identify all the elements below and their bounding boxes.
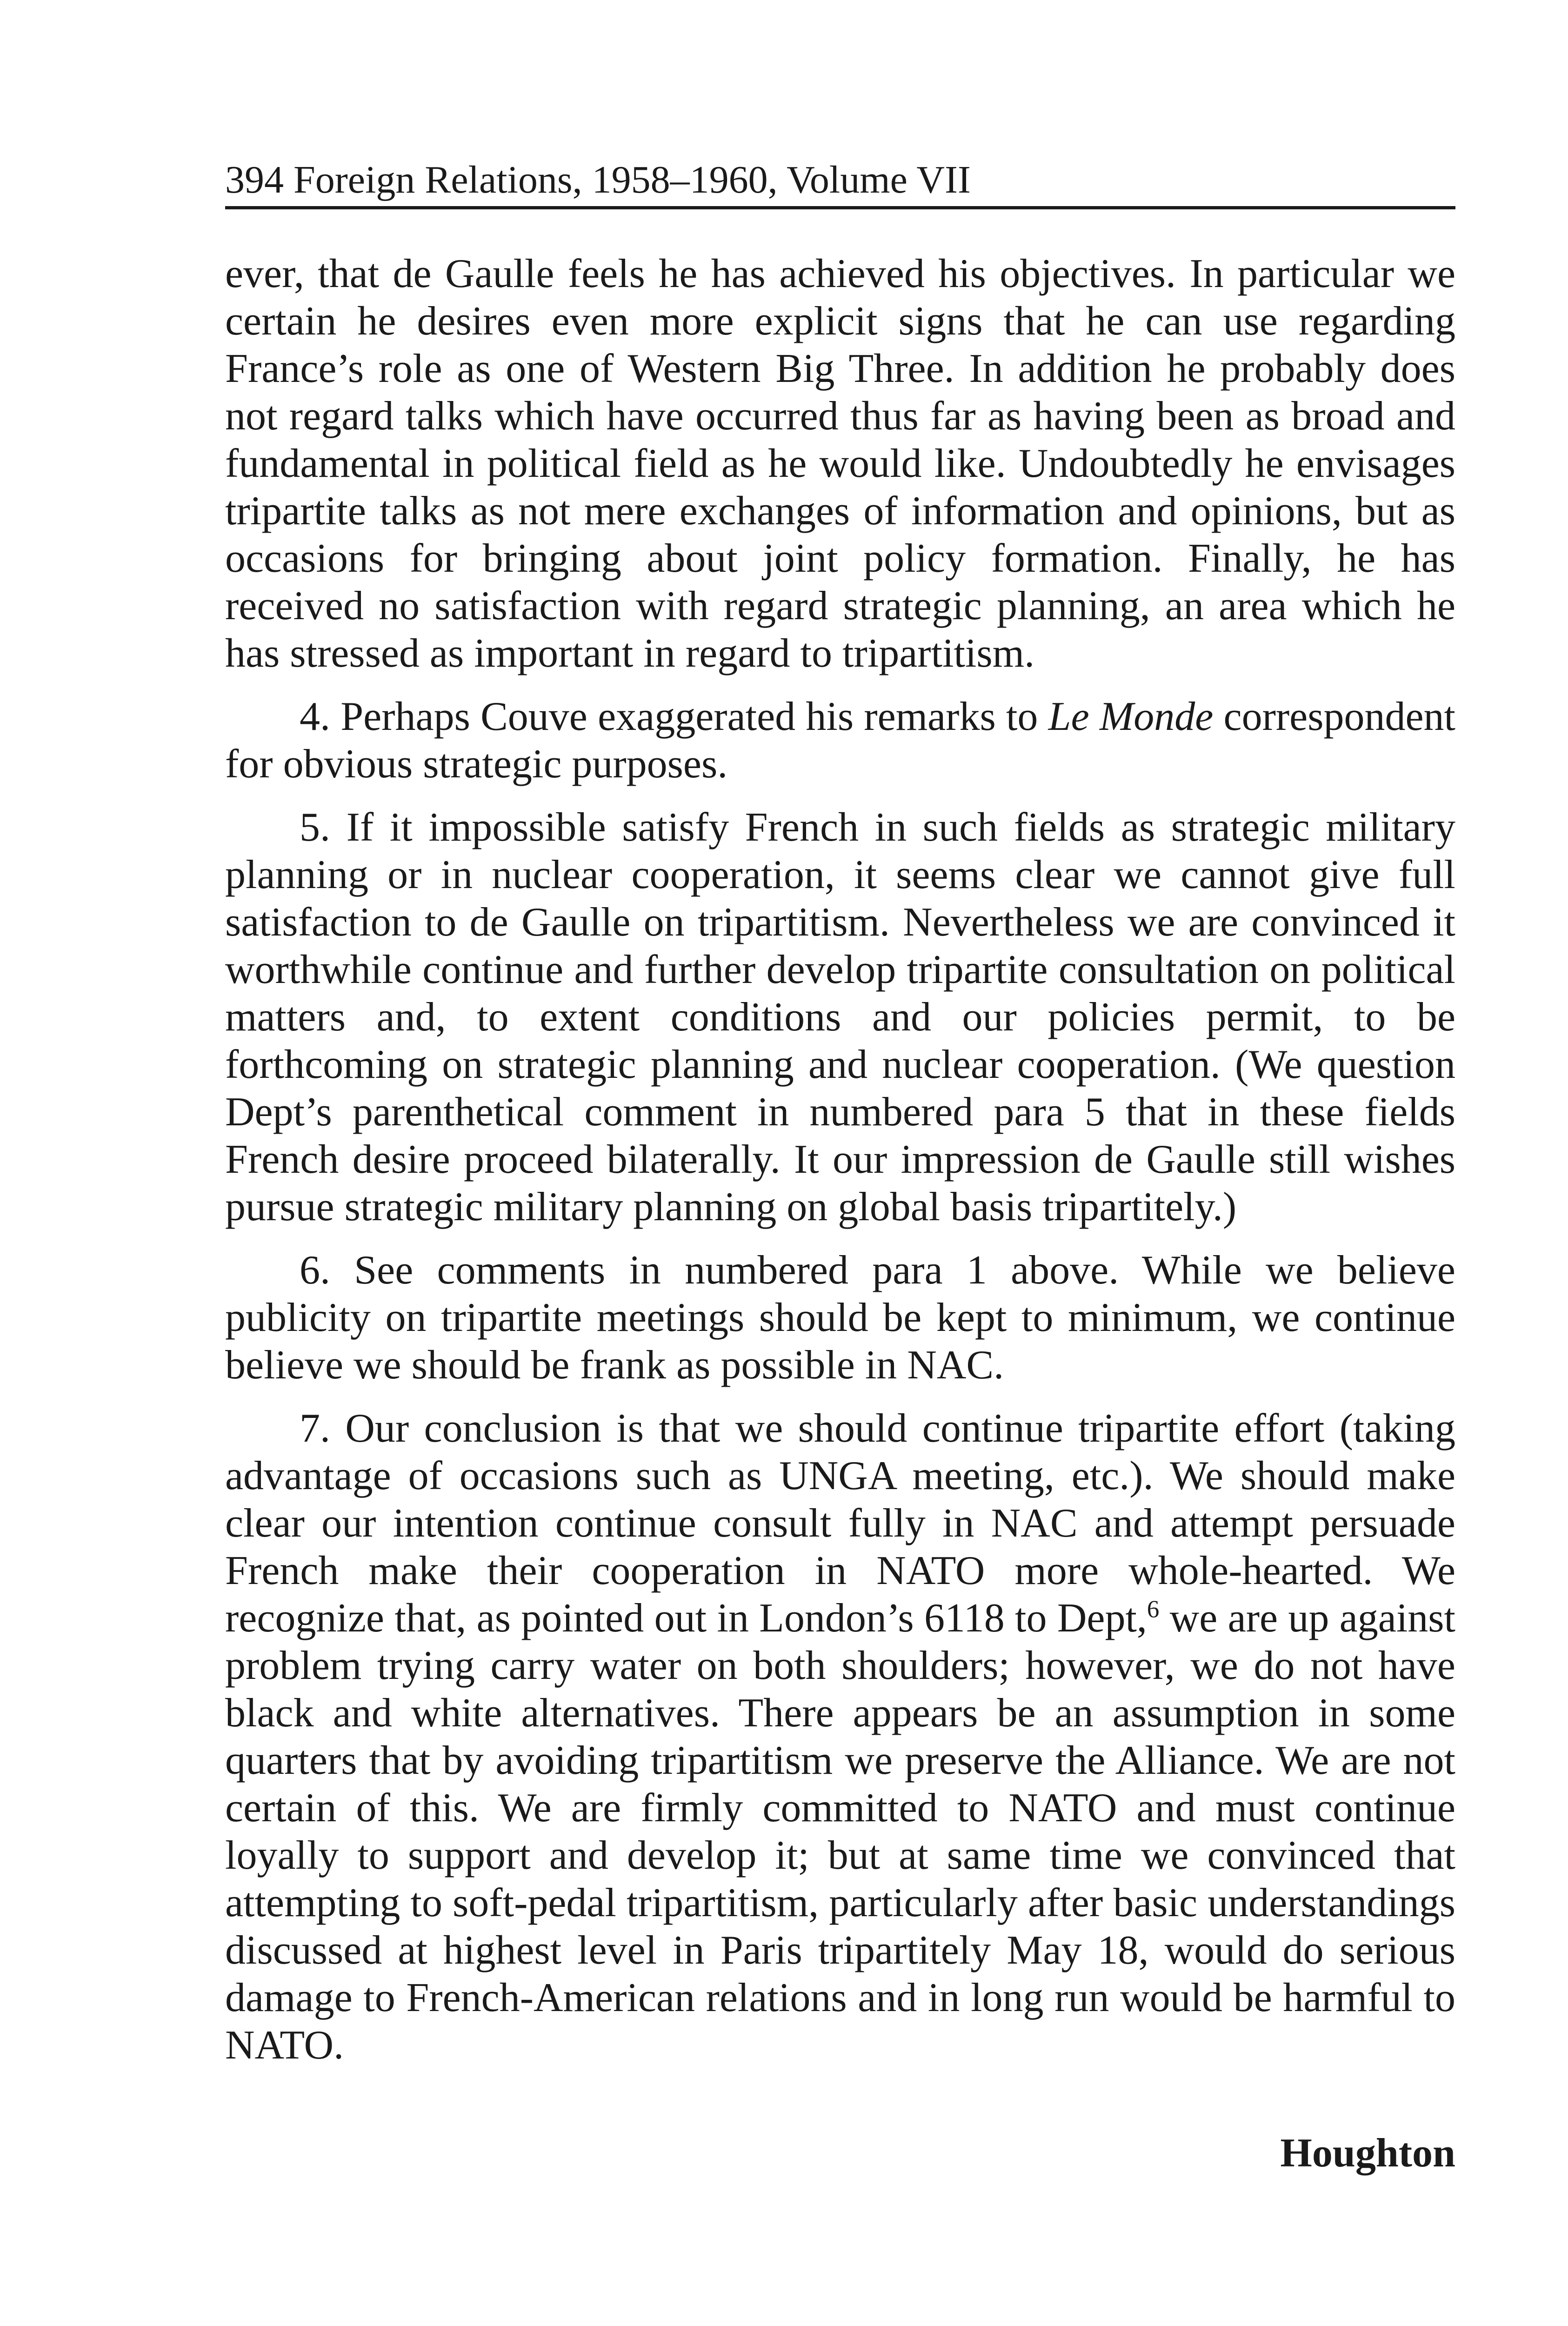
paragraph-4-pre: 4. Perhaps Couve exaggerated his remarks to [300,694,1048,739]
document-body [225,250,1455,2069]
paragraph-continuation: ever, that de Gaulle feels he has achieved his objectives. In particular we certain he desires even more explicit signs that he can use regarding France’s role as one of Western Big Three. In addition he probably does not regard talks which have occurred thus far as having been as broad and fundamental in political field as he would like. Undoubtedly he envisages tripartite talks as not mere exchanges of information and opinions, but as occasions for bringing about joint policy formation. Finally, he has received no satisfaction with regard strategic planning, an area which he has stressed as important in regard to tripartitism. [225,251,1455,676]
running-head-text: 394 Foreign Relations, 1958–1960, Volume VII [225,158,971,201]
paragraph-5: 5. If it impossible satisfy French in such fields as strategic military planning or in nuclear cooperation, it seems clear we cannot give full satisfaction to de Gaulle on tripartitism. Nevertheless we are convinced it worthwhile continue and further develop tripartite consultation on political matters and, to extent conditions and our policies permit, to be forthcoming on strategic planning and nuclear cooperation. (We question Dept’s parenthetical comment in numbered para 5 that in these fields French desire proceed bilaterally. It our impression de Gaulle still wishes pursue strategic military planning on global basis tripartitely.) [225,805,1455,1230]
footnote-reference: 6 [1147,1596,1160,1623]
paragraph-7-pre: 7. Our conclusion is that we should continue tripartite effort (taking advantage of occasions such as UNGA meeting, etc.). We should make clear our intention continue consult fully in NAC and attempt persuade French make their cooperation in NATO more whole-hearted. We recognize that, as pointed out in London’s 6118 to Dept, [225,1406,1455,1641]
paragraph-6: 6. See comments in numbered para 1 above. While we believe publicity on tripartite meetings should be kept to minimum, we continue believe we should be frank as possible in NAC. [225,1248,1455,1388]
paragraph-4-post: correspondent for obvious strategic purposes. [225,694,1455,787]
paragraph-7-post: we are up against problem trying carry water on both shoulders; however, we do not have black and white alternatives. There appears be an assumption in some quarters that by avoiding tripartitism we preserve the Alliance. We are not certain of this. We are firmly committed to NATO and must continue loyally to support and develop it; but at same time we convinced that attempting to soft-pedal tripartitism, particularly after basic understandings discussed at highest level in Paris tripartitely May 18, would do serious damage to French-American relations and in long run would be harmful to NATO. [225,1596,1456,2068]
publication-title: Le Monde [1048,694,1214,739]
signature: Houghton [1280,2131,1455,2176]
running-head [225,154,1455,209]
paragraph-4 [225,693,1455,788]
paragraph-7 [225,1405,1455,2069]
